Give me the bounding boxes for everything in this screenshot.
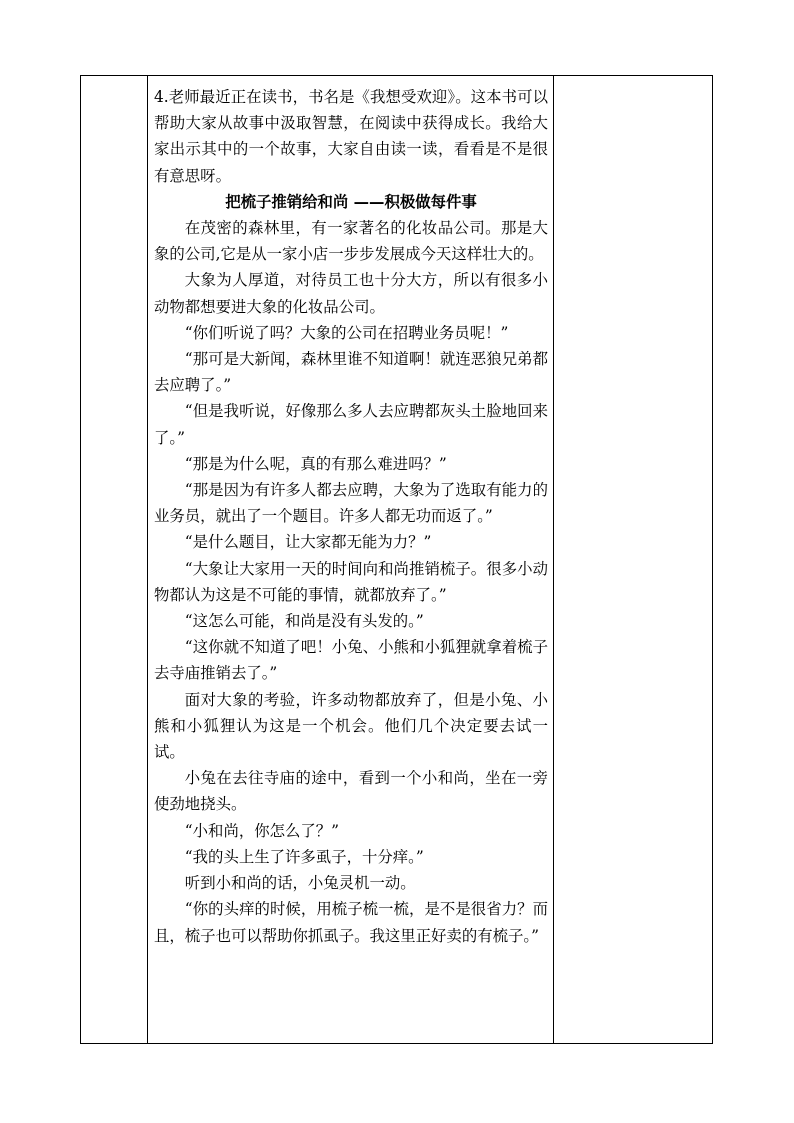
story-paragraph: “那可是大新闻，森林里谁不知道啊！就连恶狼兄弟都去应聘了。”	[154, 350, 548, 395]
story-paragraph: 小兔在去往寺庙的途中，看到一个小和尚，坐在一旁使劲地挠头。	[154, 769, 548, 814]
story-paragraph: 在茂密的森林里，有一家著名的化妆品公司。那是大象的公司,它是从一家小店一步步发展成今天这样壮大的。	[154, 219, 548, 264]
content-column-cell	[148, 76, 554, 1043]
story-title: 把梳子推销给和尚 ——积极做每件事	[225, 192, 477, 211]
story-paragraph: “你们听说了吗？大象的公司在招聘业务员呢！”	[184, 323, 509, 342]
story-paragraph: “你的头痒的时候，用梳子梳一梳，是不是很省力？而且，梳子也可以帮助你抓虱子。我这里正好卖的有梳子。”	[154, 900, 548, 945]
intro-paragraph: 4.老师最近正在读书，书名是《我想受欢迎》。这本书可以帮助大家从故事中汲取智慧，在阅读中获得成长。我给大家出示其中的一个故事，大家自由读一读，看看是不是很有意思呀。	[154, 88, 548, 185]
story-paragraph: 面对大象的考验，许多动物都放弃了，但是小兔、小熊和小狐狸认为这是一个机会。他们几个决定要去试一试。	[154, 690, 548, 762]
cell-content	[154, 84, 548, 949]
story-paragraph: 大象为人厚道，对待员工也十分大方，所以有很多小动物都想要进大象的化妆品公司。	[154, 271, 548, 316]
story-paragraph: “那是因为有许多人都去应聘，大象为了选取有能力的业务员，就出了一个题目。许多人都无功而返了。”	[154, 481, 548, 526]
story-paragraph: “大象让大家用一天的时间向和尚推销梳子。很多小动物都认为这是不可能的事情，就都放弃了。”	[154, 559, 548, 604]
story-paragraph: “我的头上生了许多虱子，十分痒。”	[184, 847, 424, 866]
lesson-table	[80, 75, 713, 1044]
story-paragraph: “那是为什么呢，真的有那么难进吗？”	[184, 454, 447, 473]
story-paragraph: “小和尚，你怎么了？”	[184, 821, 340, 840]
right-column-cell	[554, 76, 712, 1043]
story-paragraph: “但是我听说，好像那么多人去应聘都灰头土脸地回来了。”	[154, 402, 548, 447]
story-paragraph: “这你就不知道了吧！小兔、小熊和小狐狸就拿着梳子去寺庙推销去了。”	[154, 638, 548, 683]
story-paragraph: “是什么题目，让大家都无能为力？”	[184, 533, 432, 552]
story-paragraph: 听到小和尚的话，小兔灵机一动。	[184, 874, 416, 893]
left-column-cell	[81, 76, 148, 1043]
story-paragraph: “这怎么可能，和尚是没有头发的。”	[184, 612, 424, 631]
